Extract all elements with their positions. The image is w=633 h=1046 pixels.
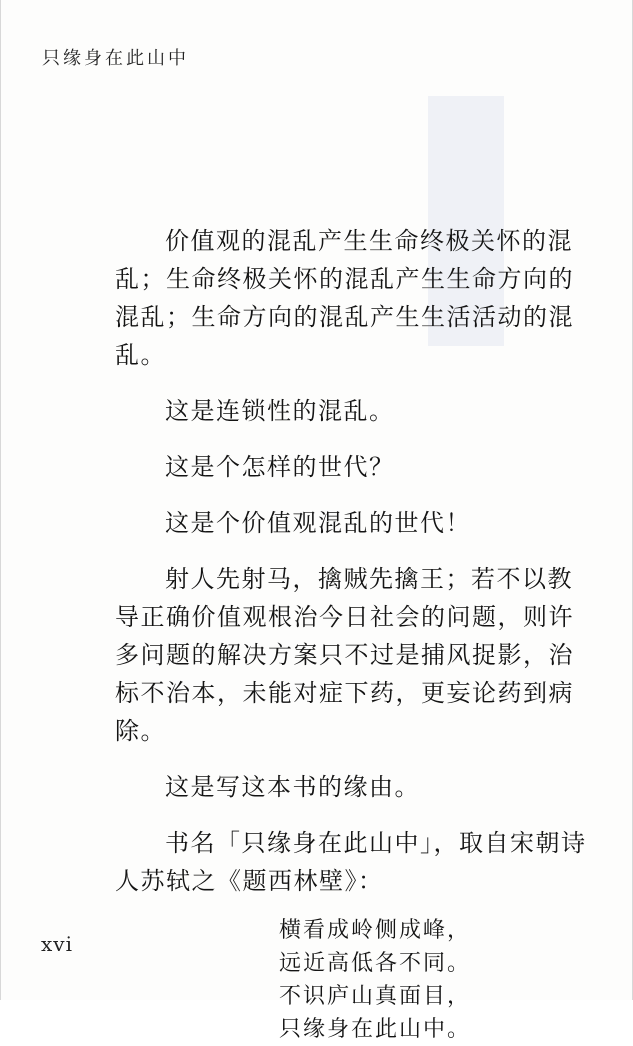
paragraph: 这是连锁性的混乱。 [165,397,395,425]
paragraph: 这是个价值观混乱的世代！ [165,509,471,537]
paragraph: 射人先射马，擒贼先擒王；若不以教导正确价值观根治今日社会的问题，则许多问题的解决方案只不过是捕风捉影，治标不治本，未能对症下药，更妄论药到病除。 [115,565,574,745]
paragraph: 这是写这本书的缘由。 [165,773,420,801]
body-text [115,222,595,1046]
poem-line: 远近高低各不同。 [278,951,471,976]
poem-line: 横看成岭侧成峰， [278,918,471,943]
running-head: 只缘身在此山中 [42,48,189,69]
paragraph: 这是个怎样的世代？ [165,453,395,481]
poem [115,914,595,1046]
paragraph: 价值观的混乱产生生命终极关怀的混乱；生命终极关怀的混乱产生生命方向的混乱；生命方向的混乱产生生活活动的混乱。 [115,227,574,369]
poem-line: 只缘身在此山中。 [278,1017,471,1042]
page-number: xvi [41,932,73,956]
poem-line: 不识庐山真面目， [278,984,471,1009]
paragraph: 书名「只缘身在此山中」，取自宋朝诗人苏轼之《题西林壁》： [115,829,587,895]
